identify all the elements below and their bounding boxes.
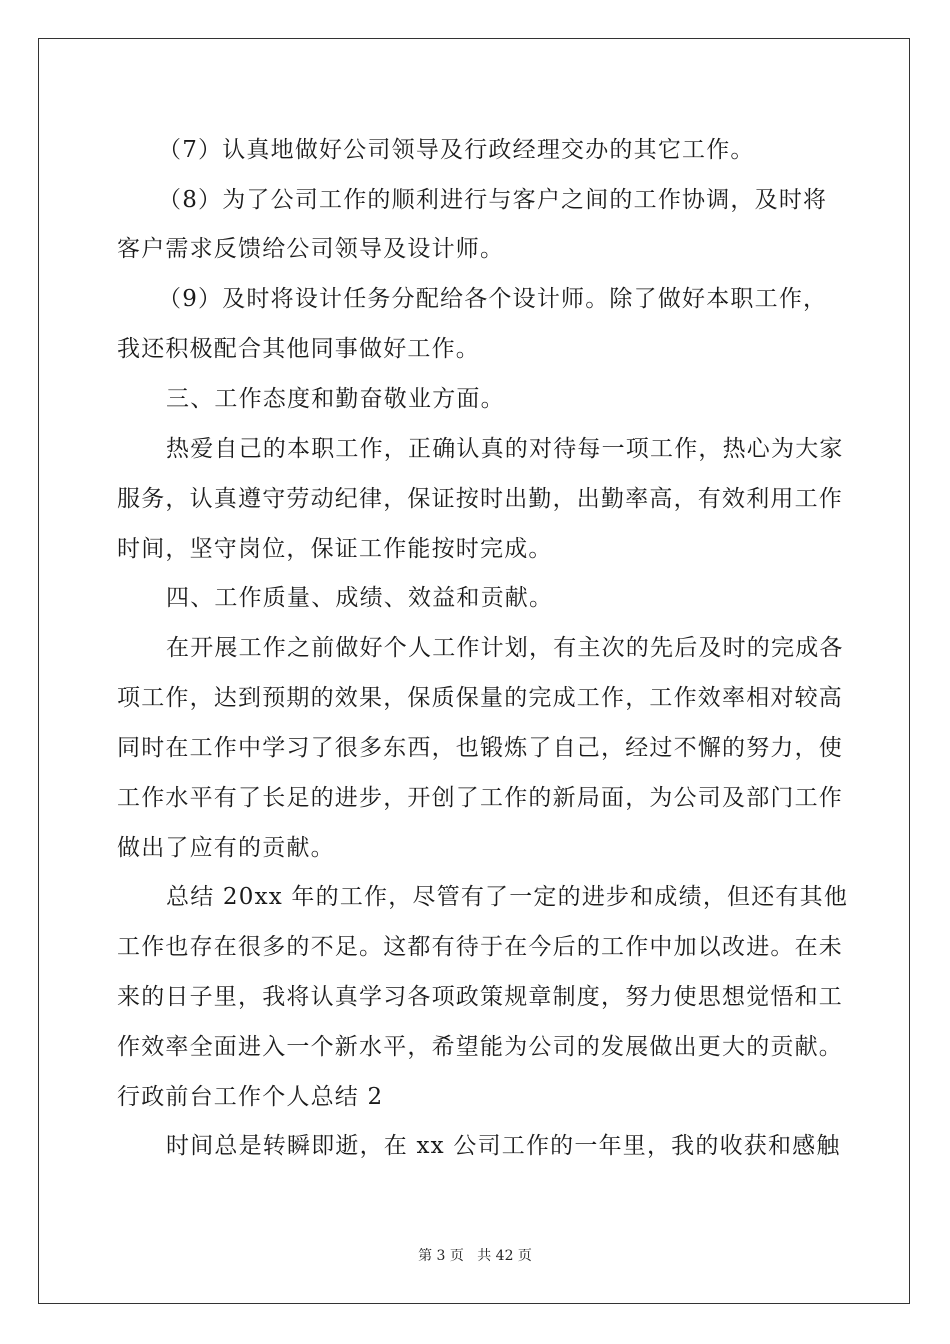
text-line: 客户需求反馈给公司领导及设计师。 — [117, 236, 505, 262]
text-line: 时间，坚守岗位，保证工作能按时完成。 — [117, 536, 553, 562]
page-footer: 第 3 页 共 42 页 — [418, 1248, 532, 1264]
text-line: 同时在工作中学习了很多东西，也锻炼了自己，经过不懈的努力，使 — [117, 735, 843, 761]
page-border — [38, 38, 910, 1304]
text-line: 服务，认真遵守劳动纪律，保证按时出勤，出勤率高，有效利用工作 — [117, 486, 843, 512]
text-line: 来的日子里，我将认真学习各项政策规章制度，努力使思想觉悟和工 — [117, 984, 843, 1010]
text-line: （8）为了公司工作的顺利进行与客户之间的工作协调，及时将 — [158, 187, 828, 213]
text-line: 在开展工作之前做好个人工作计划，有主次的先后及时的完成各 — [166, 635, 844, 661]
section-heading: 四、工作质量、成绩、效益和贡献。 — [166, 585, 554, 611]
text-line: 时间总是转瞬即逝，在 xx 公司工作的一年里，我的收获和感触 — [166, 1133, 841, 1159]
text-line: （9）及时将设计任务分配给各个设计师。除了做好本职工作， — [158, 286, 828, 312]
text-line: 我还积极配合其他同事做好工作。 — [117, 336, 480, 362]
text-line: 工作水平有了长足的进步，开创了工作的新局面，为公司及部门工作 — [117, 785, 843, 811]
text-line: 作效率全面进入一个新水平，希望能为公司的发展做出更大的贡献。 — [117, 1034, 843, 1060]
text-line: 热爱自己的本职工作，正确认真的对待每一项工作，热心为大家 — [166, 436, 844, 462]
text-line: 总结 20xx 年的工作，尽管有了一定的进步和成绩，但还有其他 — [166, 884, 849, 910]
document-title: 行政前台工作个人总结 2 — [117, 1084, 384, 1110]
text-line: 做出了应有的贡献。 — [117, 835, 335, 861]
text-line: 项工作，达到预期的效果，保质保量的完成工作，工作效率相对较高 — [117, 685, 843, 711]
section-heading: 三、工作态度和勤奋敬业方面。 — [166, 386, 505, 412]
text-line: （7）认真地做好公司领导及行政经理交办的其它工作。 — [158, 137, 755, 163]
text-line: 工作也存在很多的不足。这都有待于在今后的工作中加以改进。在未 — [117, 934, 843, 960]
